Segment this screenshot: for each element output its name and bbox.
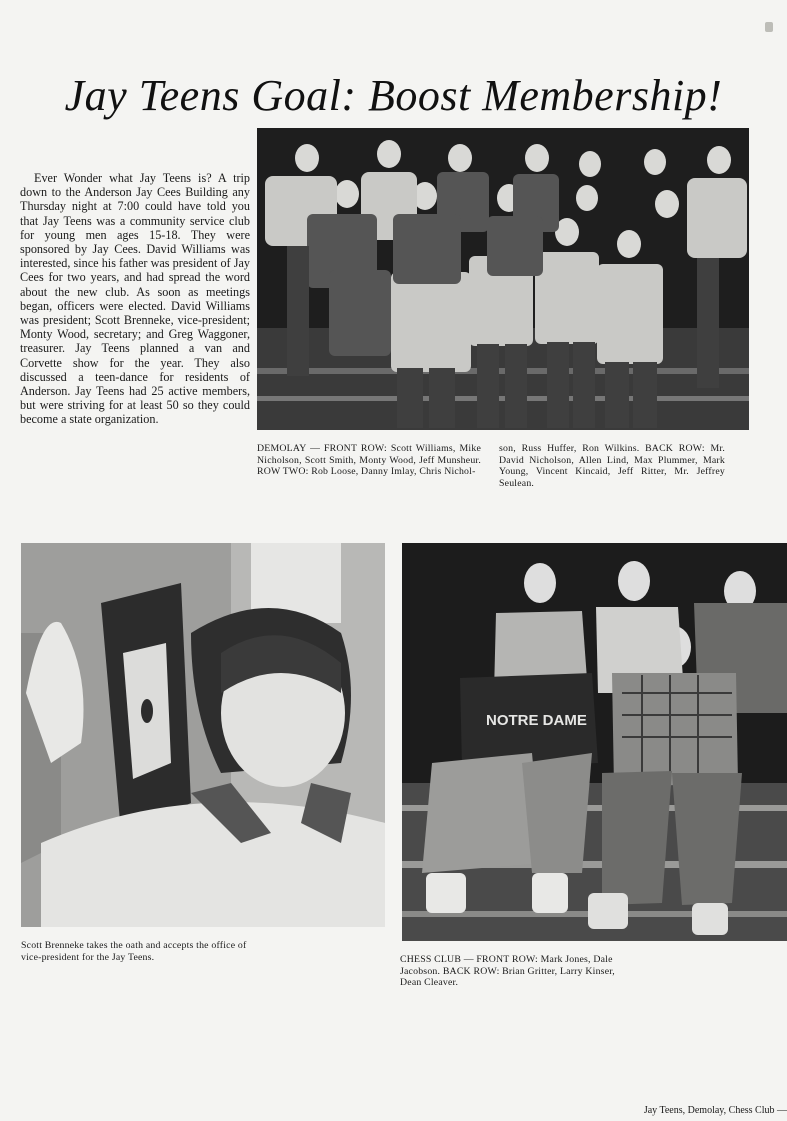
- page-headline: Jay Teens Goal: Boost Membership!: [64, 71, 723, 120]
- page-folio: Jay Teens, Demolay, Chess Club —: [643, 1105, 787, 1116]
- oath-caption: Scott Brenneke takes the oath and accepts the office of vice-president for the Jay Teens.: [21, 940, 247, 963]
- oath-photo-art: [21, 543, 385, 927]
- chess-photo-art: [402, 543, 787, 941]
- demolay-group-photo: [257, 128, 749, 430]
- demolay-caption-col-2: son, Russ Huffer, Ron Wilkins. BACK ROW: Mr. David Nicholson, Allen Lind, Max Plummer, Mark Young, Vincent Kincaid, Jeff Ritter, Mr. Jeffrey Seulean.: [499, 443, 725, 489]
- demolay-caption: [257, 443, 725, 489]
- chess-shirt-text: NOTRE DAME: [486, 712, 587, 729]
- demolay-photo-art: [257, 128, 749, 430]
- oath-photo: [21, 543, 385, 927]
- chess-caption: CHESS CLUB — FRONT ROW: Mark Jones, Dale Jacobson. BACK ROW: Brian Gritter, Larry Kinser, Dean Cleaver.: [400, 954, 615, 989]
- article-text: Ever Wonder what Jay Teens is? A trip down to the Anderson Jay Cees Building any Thursday night at 7:00 could have told you that Jay Teens was a community service club for young men ages 15-18. They were sponsored by Jay Cees. David Williams was interested, since his father was president of Jay Cees for two years, and had spread the word about the new club. As soon as meetings began, officers were elected. David Williams was president; Scott Brenneke, vice-president; Monty Wood, secretary; and Greg Waggoner, treasurer. Jay Teens planned a van and Corvette show for the year. They also discussed a teen-dance for residents of Anderson. Jay Teens had 25 active members, but were striving for at least 50 so they could become a state organization.: [20, 171, 250, 427]
- demolay-caption-col-1: DEMOLAY — FRONT ROW: Scott Williams, Mike Nicholson, Scott Smith, Monty Wood, Jeff Munsheur. ROW TWO: Rob Loose, Danny Imlay, Chris Nichol-: [257, 443, 481, 478]
- chess-club-photo: [402, 543, 787, 941]
- scan-mark: [765, 22, 773, 32]
